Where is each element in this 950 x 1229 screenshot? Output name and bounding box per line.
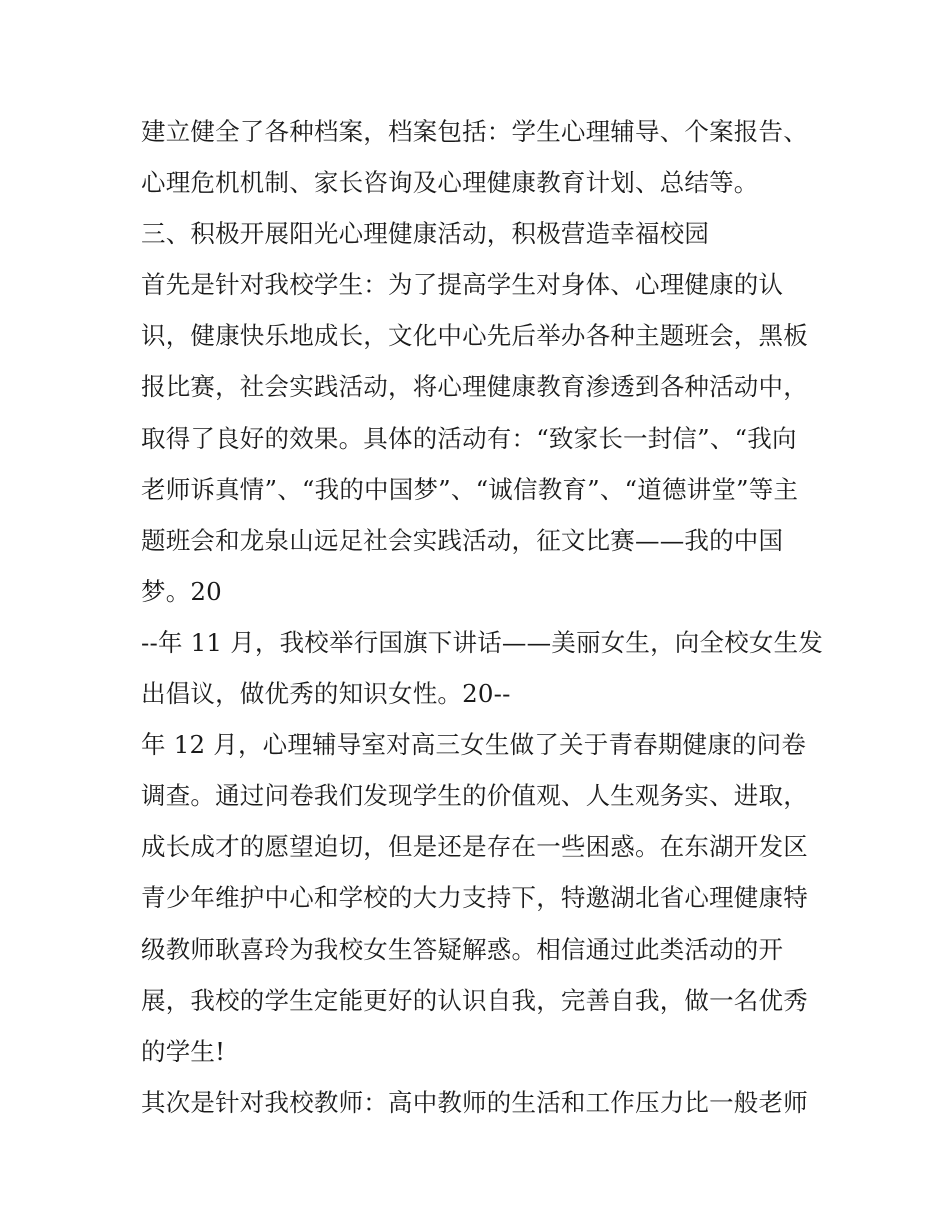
text-line: 题班会和龙泉山远足社会实践活动，征文比赛——我的中国 — [141, 525, 784, 555]
text-line: 报比赛，社会实践活动，将心理健康教育渗透到各种活动中， — [141, 372, 808, 402]
text-line: 青少年维护中心和学校的大力支持下，特邀湖北省心理健康特 — [141, 883, 808, 913]
text-line: 成长成才的愿望迫切，但是还是存在一些困惑。在东湖开发区 — [141, 832, 808, 862]
text-line: 出倡议，做优秀的知识女性。20-- — [141, 679, 511, 709]
section-heading: 三、积极开展阳光心理健康活动，积极营造幸福校园 — [141, 219, 710, 249]
text-line: 梦。20 — [141, 576, 222, 606]
text-line: 调查。通过问卷我们发现学生的价值观、人生观务实、进取， — [141, 781, 808, 811]
text-line: 识，健康快乐地成长，文化中心先后举办各种主题班会，黑板 — [141, 321, 808, 351]
body-text — [141, 106, 824, 1128]
text-line: 首先是针对我校学生：为了提高学生对身体、心理健康的认 — [141, 270, 784, 300]
text-line: 老师诉真情”、“我的中国梦”、“诚信教育”、“道德讲堂”等主 — [141, 474, 799, 504]
text-line: 展，我校的学生定能更好的认识自我，完善自我，做一名优秀 — [141, 985, 808, 1015]
text-line: 级教师耿喜玲为我校女生答疑解惑。相信通过此类活动的开 — [141, 934, 784, 964]
text-line: 取得了良好的效果。具体的活动有：“致家长一封信”、“我向 — [141, 423, 797, 453]
text-line: --年 11 月，我校举行国旗下讲话——美丽女生，向全校女生发 — [141, 627, 824, 657]
text-line: 年 12 月，心理辅导室对高三女生做了关于青春期健康的问卷 — [141, 730, 807, 760]
text-line: 建立健全了各种档案，档案包括：学生心理辅导、个案报告、 — [141, 117, 808, 146]
text-line: 的学生! — [141, 1036, 226, 1066]
text-line: 其次是针对我校教师：高中教师的生活和工作压力比一般老师 — [141, 1087, 808, 1117]
text-line: 心理危机机制、家长咨询及心理健康教育计划、总结等。 — [141, 168, 759, 198]
